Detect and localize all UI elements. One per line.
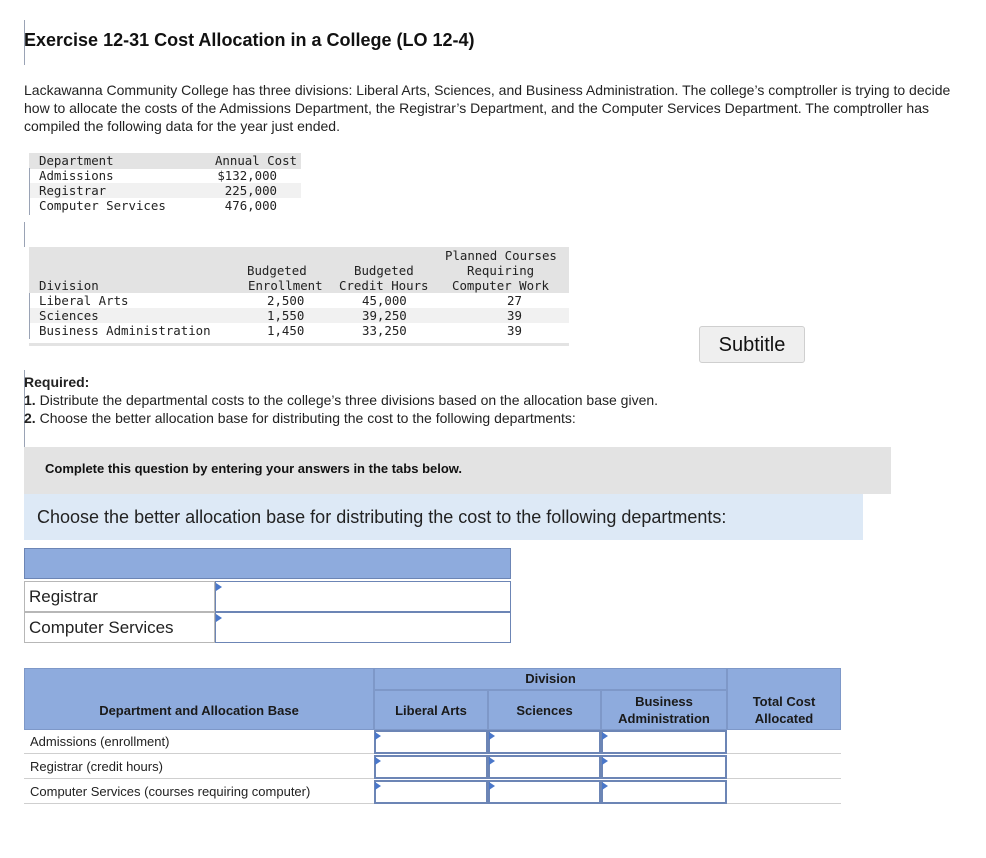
computer-services-business-input[interactable] (601, 780, 727, 804)
admissions-business-input[interactable] (601, 730, 727, 754)
header-enrollment-line2: Enrollment (248, 278, 323, 293)
row-border (29, 293, 30, 339)
enrollment-value: 1,550 (267, 308, 305, 323)
credit-hours-value: 33,250 (362, 323, 407, 338)
input-marker-icon (375, 732, 381, 740)
input-marker-icon (602, 782, 608, 790)
instruction-banner (24, 447, 891, 494)
table-row (39, 168, 301, 183)
table-header-row (39, 153, 301, 168)
registrar-base-input[interactable] (215, 581, 511, 612)
input-marker-icon (602, 732, 608, 740)
required-item-number: 2. (24, 410, 36, 426)
header-courses-line1: Planned Courses (445, 248, 557, 263)
row-label-computer-services: Computer Services (courses requiring computer) (24, 780, 374, 804)
division-name: Business Administration (39, 323, 211, 338)
registrar-liberal-arts-input[interactable] (374, 755, 488, 779)
instruction-text: Complete this question by entering your answers in the tabs below. (45, 461, 463, 476)
computer-services-liberal-arts-input[interactable] (374, 780, 488, 804)
admissions-sciences-input[interactable] (488, 730, 601, 754)
courses-value: 27 (507, 293, 522, 308)
department-base-header: Department and Allocation Base (99, 703, 299, 718)
required-section (24, 373, 924, 427)
row-label-registrar: Registrar (24, 581, 215, 612)
prompt-text: Choose the better allocation base for distributing the cost to the following departments: (37, 507, 727, 527)
registrar-sciences-input[interactable] (488, 755, 601, 779)
page-title: Exercise 12-31 Cost Allocation in a College (LO 12-4) (24, 30, 475, 50)
department-name: Registrar (39, 183, 107, 198)
subtitle-button[interactable]: Subtitle (699, 326, 805, 363)
annual-cost-value: $132,000 (217, 168, 277, 183)
intro-paragraph: Lackawanna Community College has three divisions: Liberal Arts, Sciences, and Business Administration. The college’s comptroller is trying to decide how to allocate the costs of the Admissions Department, the Registrar’s Department, and the Computer Services Department. The comptroller has compiled the following data for the year just ended. (24, 82, 951, 134)
required-item-number: 1. (24, 392, 36, 408)
input-marker-icon (489, 757, 495, 765)
question-prompt (24, 494, 863, 540)
table-bottom-rule (29, 343, 569, 346)
header-courses-line2: Requiring (467, 263, 535, 278)
left-border-line (24, 222, 25, 247)
header-credit-hours-line1: Budgeted (354, 263, 414, 278)
required-item-1: Distribute the departmental costs to the college’s three divisions based on the allocation base given. (35, 392, 659, 408)
annual-cost-value: 225,000 (224, 183, 277, 198)
row-border (29, 168, 30, 215)
annual-cost-value: 476,000 (224, 198, 277, 213)
division-name: Liberal Arts (39, 293, 129, 308)
courses-value: 39 (507, 308, 522, 323)
total-header-line1: Total Cost (752, 694, 816, 709)
grid-header (24, 548, 511, 579)
annual-cost-table (29, 153, 301, 225)
business-header-line1: Business (635, 694, 693, 709)
department-name: Admissions (39, 168, 114, 183)
computer-services-sciences-input[interactable] (488, 780, 601, 804)
header-credit-hours-line2: Credit Hours (339, 278, 429, 293)
computer-services-base-input[interactable] (215, 612, 511, 643)
registrar-total-cell (727, 755, 841, 779)
enrollment-value: 1,450 (267, 323, 305, 338)
input-marker-icon (489, 782, 495, 790)
required-heading: Required: (24, 374, 90, 390)
department-name: Computer Services (39, 198, 166, 213)
input-marker-icon (375, 782, 381, 790)
division-name: Sciences (39, 308, 99, 323)
enrollment-value: 2,500 (267, 293, 305, 308)
registrar-business-input[interactable] (601, 755, 727, 779)
header-courses-line3: Computer Work (452, 278, 549, 293)
header-cell-department (24, 668, 374, 730)
sciences-header: Sciences (516, 703, 573, 718)
row-label-registrar: Registrar (credit hours) (24, 755, 374, 779)
header-enrollment-line1: Budgeted (247, 263, 307, 278)
cost-allocation-grid (24, 668, 841, 808)
business-header-line2: Administration (618, 711, 710, 726)
credit-hours-value: 45,000 (362, 293, 407, 308)
admissions-liberal-arts-input[interactable] (374, 730, 488, 754)
total-header-line2: Allocated (754, 711, 814, 726)
required-item-2: Choose the better allocation base for distributing the cost to the following departments: (35, 410, 576, 426)
header-division: Division (39, 278, 99, 293)
table-row (39, 183, 301, 198)
courses-value: 39 (507, 323, 522, 338)
row-label-computer-services: Computer Services (24, 612, 215, 643)
header-annual-cost: Annual Cost (214, 153, 297, 168)
dropdown-marker-icon (216, 583, 222, 591)
row-label-admissions: Admissions (enrollment) (24, 730, 374, 754)
admissions-total-cell (727, 730, 841, 754)
liberal-arts-header: Liberal Arts (395, 703, 467, 718)
division-group-header: Division (525, 671, 576, 686)
input-marker-icon (489, 732, 495, 740)
allocation-base-choice-grid (24, 548, 511, 643)
input-marker-icon (602, 757, 608, 765)
dropdown-marker-icon (216, 614, 222, 622)
computer-services-total-cell (727, 780, 841, 804)
header-department: Department (39, 153, 114, 168)
division-data-table (29, 247, 569, 347)
credit-hours-value: 39,250 (362, 308, 407, 323)
table-row (39, 198, 301, 213)
input-marker-icon (375, 757, 381, 765)
